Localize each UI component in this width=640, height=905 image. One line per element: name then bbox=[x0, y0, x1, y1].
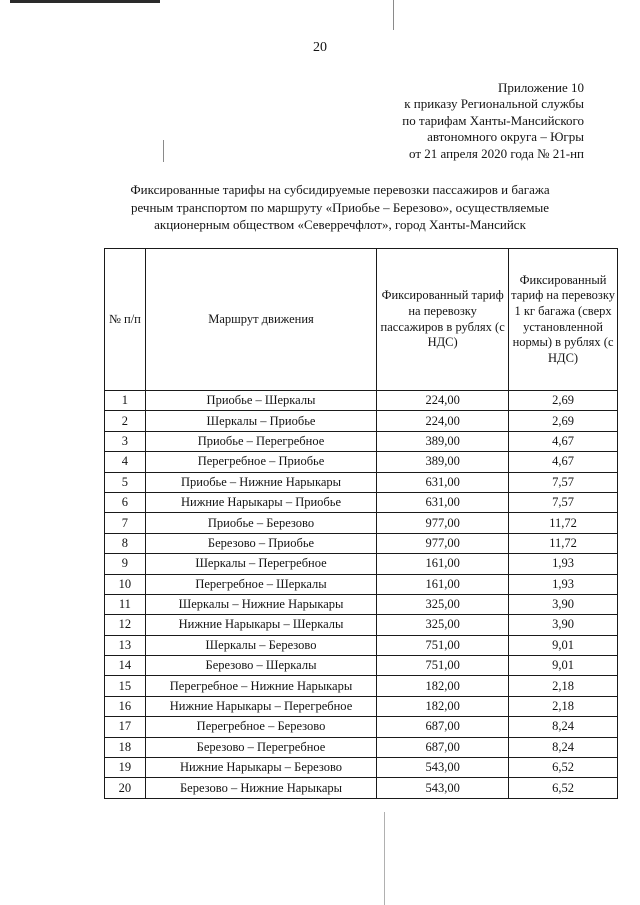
cell-route: Нижние Нарыкары – Перегребное bbox=[145, 696, 376, 716]
cell-passenger-tariff: 389,00 bbox=[377, 431, 509, 451]
cell-num: 12 bbox=[105, 615, 146, 635]
appendix-line: от 21 апреля 2020 года № 21-нп bbox=[409, 145, 584, 161]
table-row bbox=[105, 472, 618, 492]
cell-num: 19 bbox=[105, 758, 146, 778]
cell-baggage-tariff: 9,01 bbox=[509, 635, 618, 655]
table-row bbox=[105, 594, 618, 614]
cell-num: 5 bbox=[105, 472, 146, 492]
cell-num: 17 bbox=[105, 717, 146, 737]
cell-num: 13 bbox=[105, 635, 146, 655]
cell-route: Приобье – Березово bbox=[145, 513, 376, 533]
table-row bbox=[105, 778, 618, 798]
scan-edge-line bbox=[10, 0, 160, 3]
cell-route: Шеркалы – Нижние Нарыкары bbox=[145, 594, 376, 614]
appendix-block bbox=[402, 80, 584, 162]
cell-num: 11 bbox=[105, 594, 146, 614]
table-row bbox=[105, 635, 618, 655]
cell-num: 7 bbox=[105, 513, 146, 533]
cell-passenger-tariff: 161,00 bbox=[377, 554, 509, 574]
cell-baggage-tariff: 1,93 bbox=[509, 554, 618, 574]
cell-passenger-tariff: 224,00 bbox=[377, 391, 509, 411]
cell-num: 1 bbox=[105, 391, 146, 411]
table-row bbox=[105, 492, 618, 512]
cell-route: Березово – Приобье bbox=[145, 533, 376, 553]
cell-num: 8 bbox=[105, 533, 146, 553]
cell-baggage-tariff: 7,57 bbox=[509, 492, 618, 512]
cell-route: Шеркалы – Приобье bbox=[145, 411, 376, 431]
cell-passenger-tariff: 224,00 bbox=[377, 411, 509, 431]
cell-baggage-tariff: 6,52 bbox=[509, 778, 618, 798]
scan-mark bbox=[393, 0, 394, 30]
header-route: Маршрут движения bbox=[145, 249, 376, 391]
cell-num: 18 bbox=[105, 737, 146, 757]
title-line: Фиксированные тарифы на субсидируемые перевозки пассажиров и багажа bbox=[130, 182, 550, 197]
cell-passenger-tariff: 631,00 bbox=[377, 472, 509, 492]
cell-num: 6 bbox=[105, 492, 146, 512]
cell-route: Шеркалы – Березово bbox=[145, 635, 376, 655]
cell-route: Березово – Перегребное bbox=[145, 737, 376, 757]
cell-baggage-tariff: 11,72 bbox=[509, 513, 618, 533]
cell-passenger-tariff: 543,00 bbox=[377, 778, 509, 798]
cell-passenger-tariff: 543,00 bbox=[377, 758, 509, 778]
cell-passenger-tariff: 977,00 bbox=[377, 533, 509, 553]
cell-passenger-tariff: 161,00 bbox=[377, 574, 509, 594]
table-row bbox=[105, 758, 618, 778]
cell-route: Березово – Шеркалы bbox=[145, 656, 376, 676]
cell-passenger-tariff: 389,00 bbox=[377, 452, 509, 472]
cell-num: 16 bbox=[105, 696, 146, 716]
cell-baggage-tariff: 2,18 bbox=[509, 676, 618, 696]
cell-passenger-tariff: 631,00 bbox=[377, 492, 509, 512]
cell-route: Перегребное – Приобье bbox=[145, 452, 376, 472]
cell-passenger-tariff: 325,00 bbox=[377, 615, 509, 635]
cell-route: Нижние Нарыкары – Березово bbox=[145, 758, 376, 778]
cell-baggage-tariff: 2,69 bbox=[509, 411, 618, 431]
table-row bbox=[105, 391, 618, 411]
table-header-row bbox=[105, 249, 618, 391]
cell-route: Приобье – Шеркалы bbox=[145, 391, 376, 411]
cell-num: 14 bbox=[105, 656, 146, 676]
scan-mark bbox=[163, 140, 164, 162]
header-passenger-tariff: Фиксированный тариф на перевозку пассажиров в рублях (с НДС) bbox=[377, 249, 509, 391]
cell-route: Нижние Нарыкары – Приобье bbox=[145, 492, 376, 512]
cell-baggage-tariff: 11,72 bbox=[509, 533, 618, 553]
cell-route: Перегребное – Шеркалы bbox=[145, 574, 376, 594]
cell-baggage-tariff: 3,90 bbox=[509, 615, 618, 635]
table-row bbox=[105, 452, 618, 472]
cell-passenger-tariff: 182,00 bbox=[377, 696, 509, 716]
cell-baggage-tariff: 2,18 bbox=[509, 696, 618, 716]
document-title bbox=[80, 181, 600, 234]
table-row bbox=[105, 574, 618, 594]
cell-num: 15 bbox=[105, 676, 146, 696]
table-row bbox=[105, 615, 618, 635]
title-line: акционерным обществом «Северречфлот», город Ханты-Мансийск bbox=[154, 217, 526, 232]
table-row bbox=[105, 717, 618, 737]
cell-baggage-tariff: 6,52 bbox=[509, 758, 618, 778]
cell-num: 3 bbox=[105, 431, 146, 451]
cell-route: Березово – Нижние Нарыкары bbox=[145, 778, 376, 798]
cell-passenger-tariff: 687,00 bbox=[377, 717, 509, 737]
cell-num: 2 bbox=[105, 411, 146, 431]
table-body bbox=[105, 391, 618, 799]
cell-passenger-tariff: 977,00 bbox=[377, 513, 509, 533]
cell-num: 9 bbox=[105, 554, 146, 574]
table-row bbox=[105, 554, 618, 574]
table-row bbox=[105, 656, 618, 676]
table-row bbox=[105, 676, 618, 696]
table-row bbox=[105, 513, 618, 533]
table-row bbox=[105, 411, 618, 431]
cell-passenger-tariff: 751,00 bbox=[377, 656, 509, 676]
cell-passenger-tariff: 182,00 bbox=[377, 676, 509, 696]
cell-baggage-tariff: 1,93 bbox=[509, 574, 618, 594]
cell-baggage-tariff: 9,01 bbox=[509, 656, 618, 676]
cell-baggage-tariff: 4,67 bbox=[509, 452, 618, 472]
cell-baggage-tariff: 8,24 bbox=[509, 737, 618, 757]
header-num: № п/п bbox=[105, 249, 146, 391]
appendix-line: по тарифам Ханты-Мансийского bbox=[402, 112, 584, 128]
table-row bbox=[105, 431, 618, 451]
tariff-table bbox=[104, 248, 618, 799]
title-line: речным транспортом по маршруту «Приобье – Березово», осуществляемые bbox=[130, 199, 550, 215]
header-baggage-tariff: Фиксированный тариф на перевозку 1 кг багажа (сверх установленной нормы) в рублях (с НДС) bbox=[509, 249, 618, 391]
appendix-line: к приказу Региональной службы bbox=[404, 96, 584, 112]
scan-mark bbox=[384, 812, 385, 905]
cell-num: 20 bbox=[105, 778, 146, 798]
cell-route: Шеркалы – Перегребное bbox=[145, 554, 376, 574]
cell-route: Нижние Нарыкары – Шеркалы bbox=[145, 615, 376, 635]
table-row bbox=[105, 533, 618, 553]
cell-num: 10 bbox=[105, 574, 146, 594]
cell-route: Приобье – Перегребное bbox=[145, 431, 376, 451]
cell-baggage-tariff: 7,57 bbox=[509, 472, 618, 492]
table-row bbox=[105, 737, 618, 757]
cell-baggage-tariff: 4,67 bbox=[509, 431, 618, 451]
cell-baggage-tariff: 2,69 bbox=[509, 391, 618, 411]
cell-passenger-tariff: 687,00 bbox=[377, 737, 509, 757]
cell-baggage-tariff: 3,90 bbox=[509, 594, 618, 614]
cell-route: Перегребное – Березово bbox=[145, 717, 376, 737]
cell-route: Перегребное – Нижние Нарыкары bbox=[145, 676, 376, 696]
appendix-line: автономного округа – Югры bbox=[427, 129, 584, 145]
cell-num: 4 bbox=[105, 452, 146, 472]
cell-route: Приобье – Нижние Нарыкары bbox=[145, 472, 376, 492]
appendix-line: Приложение 10 bbox=[497, 80, 584, 95]
table-row bbox=[105, 696, 618, 716]
cell-passenger-tariff: 751,00 bbox=[377, 635, 509, 655]
cell-passenger-tariff: 325,00 bbox=[377, 594, 509, 614]
page-number: 20 bbox=[313, 40, 327, 55]
cell-baggage-tariff: 8,24 bbox=[509, 717, 618, 737]
